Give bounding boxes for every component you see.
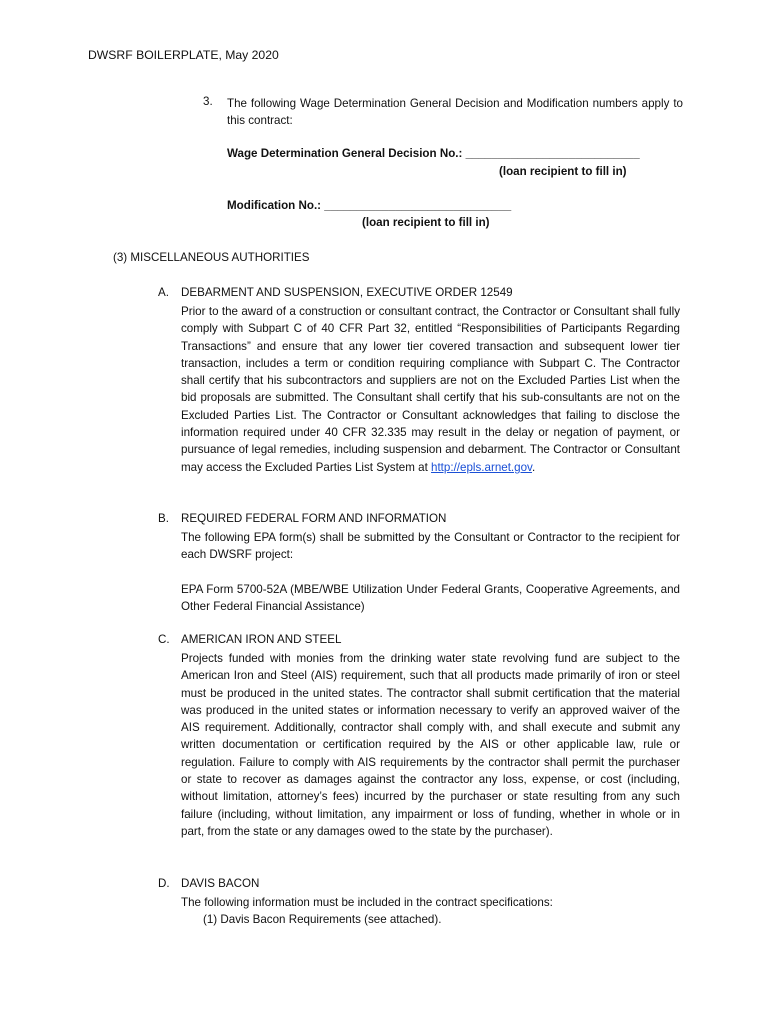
subsection-body [181, 529, 680, 615]
subsection-body: Projects funded with monies from the drinking water state revolving fund are subject to the American Iron and Steel (AIS) requirement, such that all products made primarily of iron or steel must be produced in the united states. The contractor shall submit certification that the material was produced in the united states or information necessary to verify an approved waiver of the AIS requirement. Additionally, contractor shall comply with, and shall execute and submit any written documentation or certification required by the AIS or other applicable law, rule or regulation. Failure to comply with AIS requirements by the contractor shall permit the purchaser or state to recover as damages against the contractor any loss, expense, or cost (including, without limitation, attorney’s fees) incurred by the purchaser or state resulting from any such failure (including, without limitation, any impairment or loss of funding, whether in whole or in part, from the state or any damages owed to the state by the purchaser). [181, 652, 680, 838]
section-title: (3) MISCELLANEOUS AUTHORITIES [113, 251, 310, 264]
wage-decision-blank[interactable]: ___________________________ [465, 147, 640, 160]
wage-decision-label: Wage Determination General Decision No.: [227, 147, 463, 160]
modification-blank[interactable]: _____________________________ [324, 199, 512, 212]
document-header: DWSRF BOILERPLATE, May 2020 [88, 48, 279, 62]
epls-link[interactable]: http://epls.arnet.gov [431, 460, 532, 474]
subsection-letter: A. [158, 286, 169, 299]
body-end: . [532, 460, 536, 474]
subsection-letter: B. [158, 512, 169, 525]
body-text: The following EPA form(s) shall be submitted by the Consultant or Contractor to the recipient for each DWSRF project: [181, 531, 680, 562]
body-text: Prior to the award of a construction or consultant contract, the Contractor or Consultant shall fully comply with Subpart C of 40 CFR Part 32, entitled “Responsibilities of Participants Regarding Transactions” and ensure that any lower tier covered transaction and subsequent lower tier transaction, includes a term or condition requiring compliance with Subpart C. The Contractor shall certify that his subcontractors and suppliers are not on the Excluded Parties List when the bid proposals are submitted. The Consultant shall certify that his sub-consultants are not on the Excluded Parties List. The Contractor or Consultant acknowledges that failing to disclose the information required under 40 CFR 32.335 may result in the delay or negation of payment, or pursuance of legal remedies, including suspension and debarment. The Contractor or Consultant may access the Excluded Parties List System at [181, 305, 680, 474]
subsection-letter: C. [158, 633, 170, 646]
subsection-body [181, 303, 680, 476]
modification-label: Modification No.: [227, 199, 322, 212]
subsection-letter: D. [158, 877, 170, 890]
form-text: EPA Form 5700-52A (MBE/WBE Utilization Under Federal Grants, Cooperative Agreements, and Other Federal Financial Assistance) [181, 582, 680, 613]
subsection-heading: DEBARMENT AND SUSPENSION, EXECUTIVE ORDER 12549 [181, 286, 513, 299]
modification-note: (loan recipient to fill in) [362, 216, 490, 229]
item-text: The following Wage Determination General Decision and Modification numbers apply to this contract: [227, 97, 683, 127]
modification-line [227, 199, 511, 212]
body-text: The following information must be included in the contract specifications: [181, 896, 553, 909]
list-item: (1) Davis Bacon Requirements (see attached). [203, 913, 442, 927]
item-number: 3. [203, 95, 213, 108]
wage-decision-note: (loan recipient to fill in) [499, 165, 627, 178]
subsection-heading: DAVIS BACON [181, 877, 260, 890]
subsection-heading: AMERICAN IRON AND STEEL [181, 633, 342, 646]
subsection-heading: REQUIRED FEDERAL FORM AND INFORMATION [181, 512, 447, 525]
subsection-body [181, 894, 680, 929]
wage-decision-line [227, 147, 640, 160]
